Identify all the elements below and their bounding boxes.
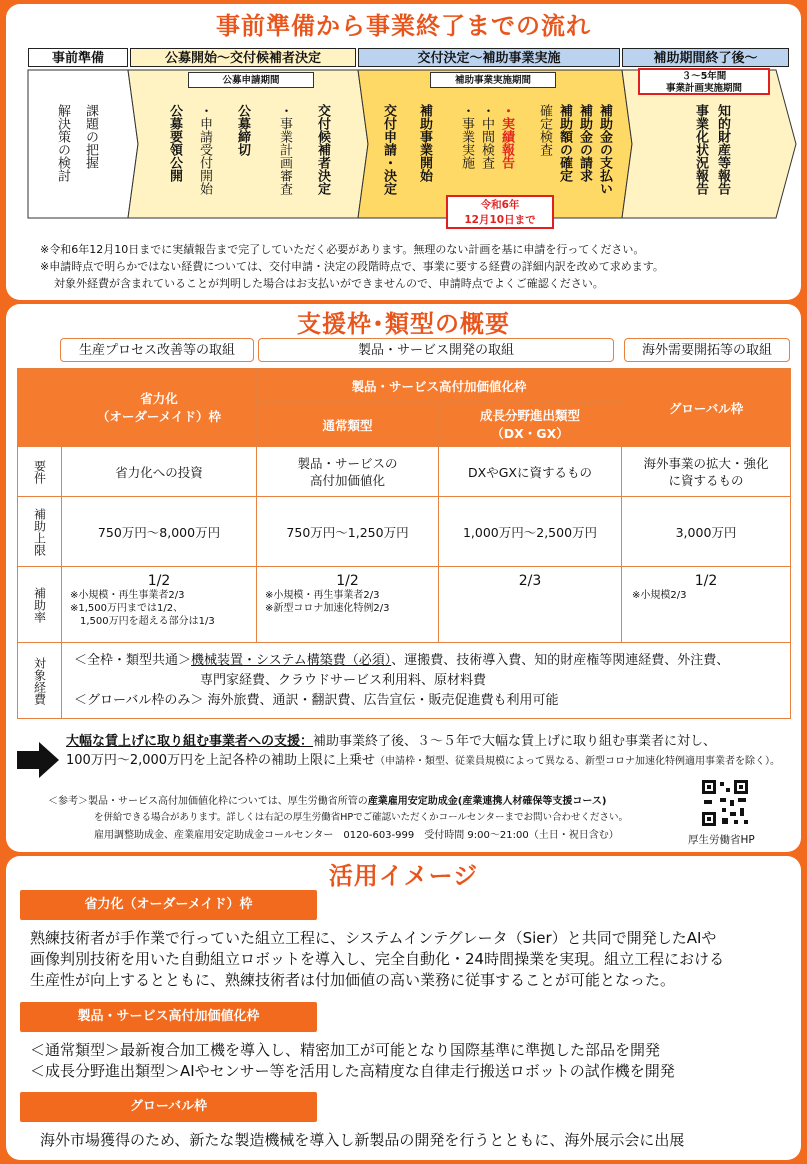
cost-cell [62,643,791,719]
overview-title: 支援枠･類型の概要 [297,310,510,338]
category-product: 製品・サービス開発の取組 [258,338,614,362]
header-global: グローバル枠 [622,369,791,447]
ref-line-2: を併給できる場合があります。詳しくは右記の厚生労働省HPでご確認いただくかコールセンターまでお問い合わせください。 [94,812,629,823]
ref-bold: 産業雇用安定助成金(産業連携人材確保等支援コース) [367,796,607,807]
header-normal: 通常類型 [257,403,439,447]
jisshi-col-8: 補助金の請求 [577,104,592,182]
ref-line-1 [48,794,606,809]
jisshi-col-7: 補助額の確定 [557,104,572,182]
koubo-col-5: 交付候補者決定 [315,104,330,195]
req-2: 製品・サービスの 高付加価値化 [257,447,439,497]
rate-cell-2 [257,567,439,643]
koubo-col-2: ・申請受付開始 [197,104,212,195]
cost-line-3: ＜グローバル枠のみ＞ 海外旅費、通訳・翻訳費、広告宣伝・販売促進費も利用可能 [74,692,559,708]
rate-4: 1/2 [694,573,718,589]
cost-required: 機械装置・システム構築費（必須） [191,652,392,668]
qr-code-icon [700,778,750,828]
rate-3: 2/3 [518,573,542,589]
rate-cell-1 [62,567,257,643]
deadline-badge: 令和6年 12月10日まで [446,195,554,229]
jisshi-col-3: ・事業実施 [459,104,474,169]
phase-koubo: 公募開始～交付候補者決定 [130,48,356,67]
subbox-koubo: 公募申請期間 [188,72,314,88]
support-table [17,368,791,719]
wage-line-1 [66,733,716,751]
category-overseas: 海外需要開拓等の取組 [624,338,790,362]
usage-text-1-3: 生産性が向上するとともに、熟練技術者は付加価値の高い業務に従事することが可能となった。 [30,971,676,989]
usage-label-global: グローバル枠 [20,1092,317,1122]
jisshi-col-2: 補助事業開始 [417,104,432,182]
cost-common-label: ＜全枠・類型共通＞ [74,652,192,668]
wage-bold: 大幅な賃上げに取り組む事業者への支援： [66,734,314,749]
jisshi-col-4: ・中間検査 [479,104,494,169]
jisshi-col-5: ・実績報告 [499,104,514,169]
subbox-jisshi: 補助事業実施期間 [430,72,556,88]
prep-col-1: 課題の把握 [83,104,98,169]
usage-text-1-1: 熟練技術者が手作業で行っていた組立工程に、システムインテグレータ（Sier）と共同で開発したAIや [30,929,717,947]
flow-note-3: 対象外経費が含まれていることが判明した場合はお支払いができませんので、申請時点でよくご確認ください。 [54,277,604,290]
jisshi-col-9: 補助金の支払い [597,104,612,195]
req-4: 海外事業の拡大・強化 に資するもの [622,447,791,497]
rate-cell-3 [439,567,622,643]
header-growth: 成長分野進出類型 （DX・GX） [439,403,622,447]
limit-1: 750万円～8,000万円 [62,497,257,567]
usage-text-2-1: ＜通常類型＞最新複合加工機を導入し、精密加工が可能となり国際基準に準拠した部品を開発 [30,1041,661,1059]
cost-line-1 [74,651,790,671]
koubo-col-1: 公募要領公開 [167,104,182,182]
flow-note-1: ※令和6年12月10日までに実績報告まで完了していただく必要があります。無理のない計画を基に申請を行ってください。 [40,243,645,256]
header-group: 製品・サービス高付加価値化枠 [257,369,622,403]
jisshi-col-1: 交付申請・決定 [381,104,396,195]
wage-text2: 100万円～2,000万円を上記各枠の補助上限に上乗せ [66,753,376,768]
row-label-req: 要件 [18,447,62,497]
rate-2: 1/2 [336,573,359,589]
phase-after: 補助期間終了後～ [622,48,789,67]
cost-common-rest: 、運搬費、技術導入費、知的財産権等関連経費、外注費、 [391,652,730,668]
row-label-cost: 対象経費 [18,643,62,719]
koubo-col-3: 公募締切 [235,104,250,156]
after-col-1: 事業化状況報告 [693,104,708,195]
req-1: 省力化への投資 [62,447,257,497]
mhlw-hp-label: 厚生労働省HP [688,834,755,846]
req-3: DXやGXに資するもの [439,447,622,497]
cost-line-2: 専門家経費、クラウドサービス利用料、原材料費 [200,672,487,688]
phase-jisshi: 交付決定～補助事業実施 [358,48,620,67]
flow-note-2: ※申請時点で明らかではない経費については、交付申請・決定の段階時点で、事業に要する経費の詳細内訳を改めて求めます。 [40,260,664,273]
after-col-2: 知的財産等報告 [715,104,730,195]
usage-text-2-2: ＜成長分野進出類型＞AIやセンサー等を活用した高精度な自律走行搬送ロボットの試作機を開発 [30,1062,675,1080]
prep-col-2: 解決策の検討 [55,104,70,182]
ref-line-3: 雇用調整助成金、産業雇用安定助成金コールセンター 0120-603-999 受付時間 9:00～21:00（土日・祝日含む） [94,830,619,841]
limit-4: 3,000万円 [622,497,791,567]
usage-label-product: 製品・サービス高付加価値化枠 [20,1002,317,1032]
row-label-limit: 補助上限 [18,497,62,567]
usage-text-1-2: 画像判別技術を用いた自動組立ロボットを導入し、完全自動化・24時間操業を実現。組立工程における [30,950,725,968]
flow-arrows [6,4,801,244]
jisshi-col-6: 確定検査 [537,104,552,156]
table-corner [18,369,62,447]
ref-pre: ＜参考＞製品・サービス高付加価値化枠については、厚生労働省所管の [48,796,368,807]
usage-title: 活用イメージ [328,862,479,890]
usage-text-3-1: 海外市場獲得のため、新たな製造機械を導入し新製品の開発を行うとともに、海外展示会に出展 [40,1131,685,1149]
rate-notes-4: ※小規模2/3 [632,590,687,601]
wage-text1: 補助事業終了後、３～５年で大幅な賃上げに取り組む事業者に対し、 [313,734,717,749]
rate-notes-1: ※小規模・再生事業者2/3 ※1,500万円までは1/2、 1,500万円を超える部分は1/3 [70,590,215,627]
rate-cell-4 [622,567,791,643]
subbox-after: ３～5年間 事業計画実施期間 [638,68,770,95]
arrow-right-icon [17,742,59,778]
wage-small: （申請枠・類型、従業員規模によって異なる、新型コロナ加速化特例適用事業者を除く）。 [375,756,781,767]
rate-1: 1/2 [147,573,171,589]
phase-prep: 事前準備 [28,48,128,67]
usage-label-shouryoku: 省力化（オーダーメイド）枠 [20,890,317,920]
limit-3: 1,000万円～2,500万円 [439,497,622,567]
flow-panel [6,4,801,300]
row-label-rate: 補助率 [18,567,62,643]
koubo-col-4: ・事業計画審査 [277,104,292,195]
flow-title: 事前準備から事業終了までの流れ [216,12,591,40]
header-shouryoku: 省力化 （オーダーメイド）枠 [62,369,257,447]
limit-2: 750万円～1,250万円 [257,497,439,567]
rate-notes-2: ※小規模・再生事業者2/3 ※新型コロナ加速化特例2/3 [265,590,390,614]
category-process: 生産プロセス改善等の取組 [60,338,254,362]
wage-line-2 [66,752,786,771]
